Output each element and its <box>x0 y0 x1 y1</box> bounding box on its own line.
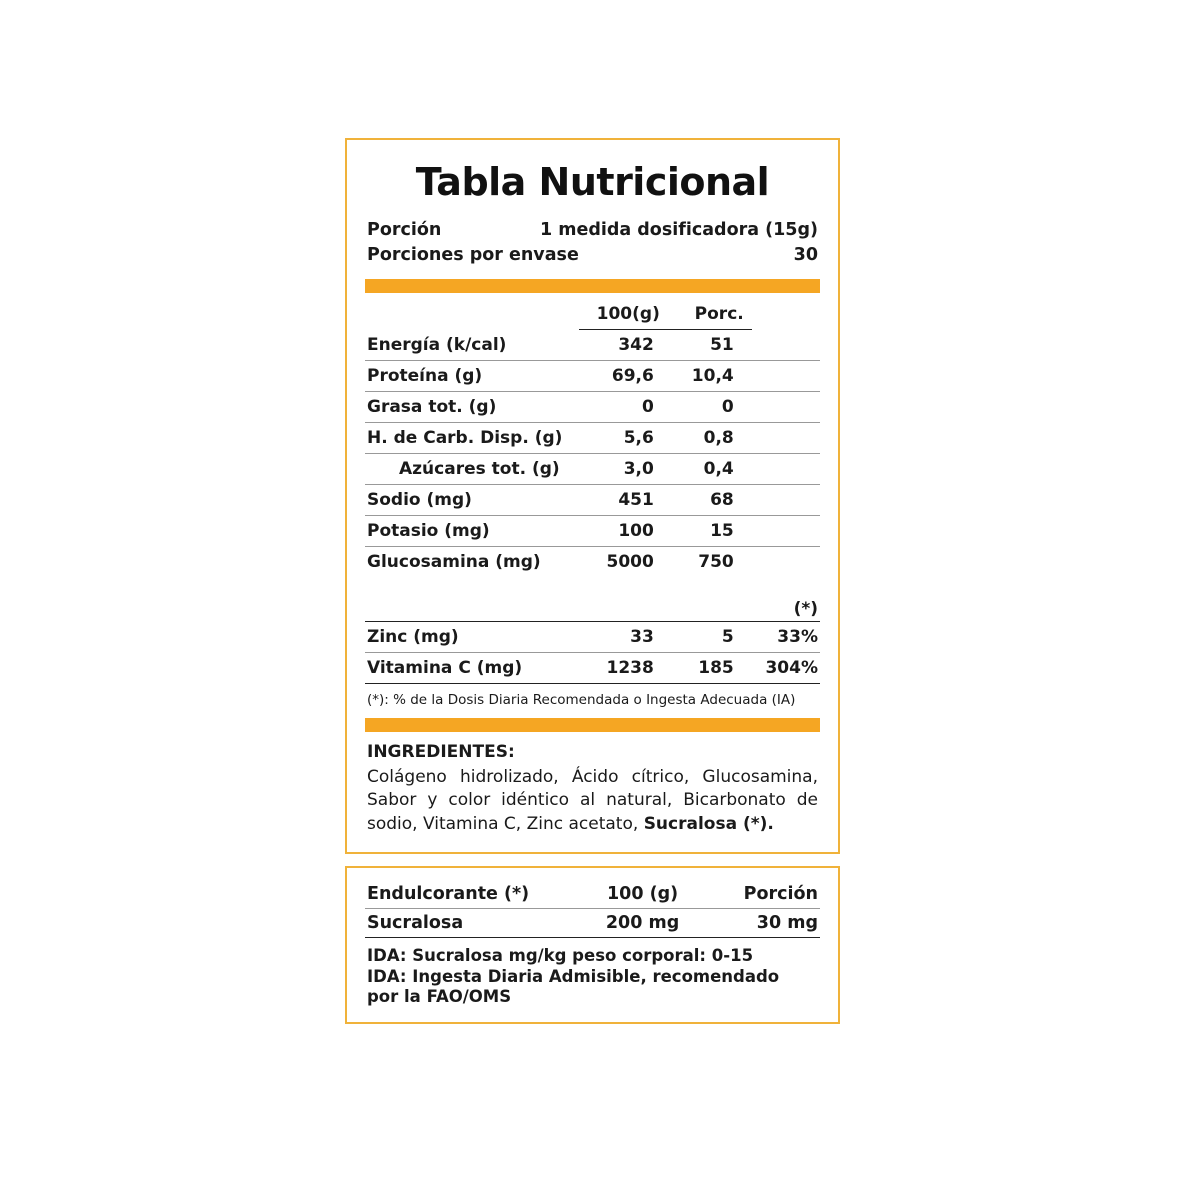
table-row <box>365 621 820 652</box>
ida-line-1: IDA: Sucralosa mg/kg peso corporal: 0-15 <box>367 946 754 966</box>
row-name: Energía (k/cal) <box>365 329 579 360</box>
row-porc: 0,4 <box>670 453 752 484</box>
row-per100: 3,0 <box>579 453 670 484</box>
ingredients-text <box>367 766 818 836</box>
portion-label: Porción <box>367 220 442 240</box>
row-porc: 68 <box>670 484 752 515</box>
row-pct <box>752 391 820 422</box>
star-marker: (*) <box>752 597 820 622</box>
row-per100: 5,6 <box>579 422 670 453</box>
row-name: Glucosamina (mg) <box>367 551 541 572</box>
table-row <box>365 484 820 515</box>
servings-row <box>365 243 820 268</box>
table-header-row <box>365 299 820 330</box>
row-porc: 0,8 <box>670 422 752 453</box>
row-per100: 342 <box>579 329 670 360</box>
row-porc: 5 <box>670 621 752 652</box>
ingredients-title: INGREDIENTES: <box>367 741 515 762</box>
row-name: Zinc (mg) <box>365 621 579 652</box>
table-star-row <box>365 597 820 622</box>
row-pct <box>752 546 820 577</box>
servings-value: 30 <box>793 245 818 266</box>
table-row <box>365 391 820 422</box>
table-spacer <box>365 577 820 597</box>
row-per100: 69,6 <box>579 360 670 391</box>
portion-row <box>365 218 820 243</box>
ingredients-highlight: Sucralosa (*). <box>643 813 774 834</box>
row-per100: 100 <box>579 515 670 546</box>
row-name: Vitamina C (mg) <box>365 652 579 683</box>
header-per-100g: 100(g) <box>579 299 670 330</box>
nutrition-label <box>345 138 840 1024</box>
row-porc: 15 <box>670 515 752 546</box>
row-porc: 750 <box>698 551 734 572</box>
table-row <box>365 422 820 453</box>
row-porc: 185 <box>670 652 752 683</box>
table-row <box>365 515 820 546</box>
row-pct <box>752 515 820 546</box>
sweetener-header-per100: 100 (g) <box>574 880 711 909</box>
table-row <box>365 329 820 360</box>
portion-value: 1 medida dosificadora (15g) <box>539 220 818 240</box>
row-pct <box>752 329 820 360</box>
header-porcion: Porc. <box>670 299 752 330</box>
sweetener-header-row <box>365 880 820 909</box>
orange-divider-bottom <box>365 718 820 732</box>
ingredients-body: Colágeno hidrolizado, Ácido cítrico, Glucosamina, Sabor y color idéntico al natural, Bicarbonato de sodio, Vitamina C, Zinc acetato, <box>367 766 818 834</box>
sweetener-row-porc: 30 mg <box>711 909 820 938</box>
sweetener-header-porc: Porción <box>711 880 820 909</box>
row-per100: 5000 <box>606 551 654 572</box>
row-per100: 1238 <box>579 652 670 683</box>
row-name: Sodio (mg) <box>365 484 579 515</box>
row-porc: 51 <box>670 329 752 360</box>
sweetener-header-name: Endulcorante (*) <box>365 880 574 909</box>
row-name: Azúcares tot. (g) <box>365 453 579 484</box>
row-porc: 10,4 <box>670 360 752 391</box>
row-per100: 0 <box>579 391 670 422</box>
table-row <box>365 546 820 577</box>
servings-label: Porciones por envase <box>367 245 579 266</box>
table-row <box>365 360 820 391</box>
row-pct <box>752 484 820 515</box>
row-pct <box>752 360 820 391</box>
row-pct <box>752 422 820 453</box>
sweetener-row-name: Sucralosa <box>365 909 574 938</box>
table-row <box>365 652 820 683</box>
row-name: Proteína (g) <box>365 360 579 391</box>
row-porc: 0 <box>670 391 752 422</box>
row-name: Potasio (mg) <box>365 515 579 546</box>
sweetener-row <box>365 909 820 938</box>
row-per100: 33 <box>579 621 670 652</box>
sweetener-panel <box>345 866 840 1024</box>
orange-divider-top <box>365 279 820 293</box>
header-blank <box>365 299 579 330</box>
table-footnote: (*): % de la Dosis Diaria Recomendada o Ingesta Adecuada (IA) <box>367 691 796 708</box>
row-pct <box>752 453 820 484</box>
row-per100: 451 <box>579 484 670 515</box>
row-name: Grasa tot. (g) <box>365 391 579 422</box>
row-name: H. de Carb. Disp. (g) <box>365 422 579 453</box>
row-pct: 33% <box>752 621 820 652</box>
header-pct <box>752 299 820 330</box>
nutrition-table <box>365 299 820 684</box>
nutrition-panel <box>345 138 840 854</box>
sweetener-row-per100: 200 mg <box>574 909 711 938</box>
page-title: Tabla Nutricional <box>415 160 770 204</box>
ida-note <box>367 946 820 1008</box>
sweetener-table <box>365 880 820 938</box>
table-row <box>365 453 820 484</box>
ida-line-3: por la FAO/OMS <box>367 987 512 1007</box>
row-pct: 304% <box>752 652 820 683</box>
ida-line-2: IDA: Ingesta Diaria Admisible, recomendado <box>367 966 780 986</box>
